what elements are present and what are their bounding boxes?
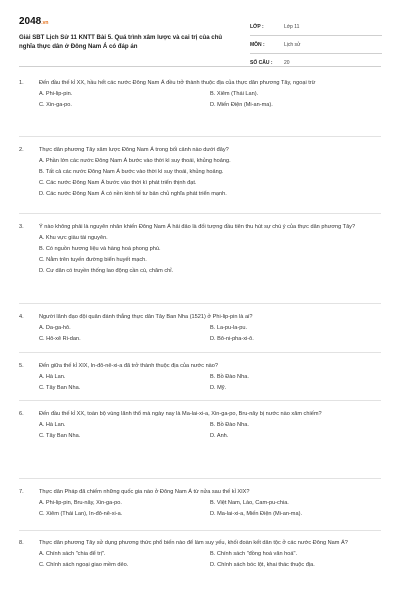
document-meta [250, 18, 382, 71]
option[interactable]: C. Nằm trên tuyến đường biển huyết mạch. [39, 257, 147, 263]
option[interactable]: A. Chính sách "chia để trị". [39, 551, 106, 557]
site-logo[interactable]: 2048.vn [19, 16, 49, 27]
option[interactable]: C. Các nước Đông Nam Á bước vào thời kì phát triển thịnh đạt. [39, 180, 197, 186]
question-number: 8. [19, 540, 24, 546]
meta-key: LỚP : [250, 23, 264, 30]
question-number: 3. [19, 224, 24, 230]
question [19, 222, 381, 277]
option[interactable]: B. Bồ Đào Nha. [210, 422, 249, 428]
question-text: Thực dân phương Tây sử dụng phương thức phổ biến nào để làm suy yếu, khối đoàn kết dân tộc ở các nước Đông Nam Á? [39, 540, 348, 546]
option[interactable]: B. Xiêm (Thái Lan). [210, 91, 259, 97]
option[interactable]: B. Tất cả các nước Đông Nam Á bước vào thời kì suy thoái, khủng hoảng. [39, 169, 224, 175]
meta-value: 20 [284, 59, 290, 66]
question-divider [19, 530, 381, 531]
option[interactable]: A. Da-ga-hô. [39, 325, 71, 331]
question-number: 6. [19, 411, 24, 417]
question [19, 409, 381, 442]
meta-key: MÔN : [250, 41, 265, 48]
question [19, 361, 381, 394]
option[interactable]: A. Phi-lip-pin. [39, 91, 73, 97]
meta-row-subject [250, 36, 382, 54]
meta-key: SỐ CÂU : [250, 59, 273, 66]
option-list [39, 323, 381, 345]
option-list [39, 420, 381, 442]
document-title: Giải SBT Lịch Sử 11 KNTT Bài 5. Quá trình xâm lược và cai trị của chủ nghĩa thực dân ở Đông Nam Á có đáp án [19, 34, 223, 50]
question-divider [19, 213, 381, 214]
option[interactable]: C. Tây Ban Nha. [39, 385, 81, 391]
option[interactable]: A. Phần lớn các nước Đông Nam Á bước vào thời kì suy thoái, khủng hoảng. [39, 158, 231, 164]
option-list [39, 89, 381, 111]
meta-row-grade [250, 18, 382, 36]
question-number: 7. [19, 489, 24, 495]
question-text: Đến giữa thế kỉ XIX, In-đô-nê-xi-a đã trở thành thuộc địa của nước nào? [39, 363, 219, 369]
question-number: 4. [19, 314, 24, 320]
option[interactable]: A. Phi-lip-pin, Bru-nây, Xin-ga-po. [39, 500, 122, 506]
question-divider [19, 303, 381, 304]
question-number: 1. [19, 80, 24, 86]
question-divider [19, 136, 381, 137]
option[interactable]: C. Xin-ga-po. [39, 102, 72, 108]
option[interactable]: B. Có nguồn hương liệu và hàng hoá phong phú. [39, 246, 161, 252]
question-text: Thực dân Pháp đã chiếm những quốc gia nào ở Đông Nam Á từ nửa sau thế kỉ XIX? [39, 489, 250, 495]
question-text: Người lãnh đạo đội quân đánh thắng thực dân Tây Ban Nha (1521) ở Phi-lip-pin là ai? [39, 314, 253, 320]
question-text: Đến đầu thế kỉ XX, hầu hết các nước Đông Nam Á đều trở thành thuộc địa của thực dân phương Tây, ngoại trừ [39, 80, 316, 86]
option[interactable]: D. Cư dân có truyền thống lao động cần cù, chăm chỉ. [39, 268, 174, 274]
option[interactable]: D. Ma-lai-xi-a, Miến Điện (Mi-an-ma). [210, 511, 302, 517]
option[interactable]: A. Khu vực giàu tài nguyên. [39, 235, 108, 241]
option[interactable]: D. Anh. [210, 433, 229, 439]
option[interactable]: B. Bồ Đào Nha. [210, 374, 249, 380]
question [19, 538, 381, 571]
option[interactable]: D. Miến Điện (Mi-an-ma). [210, 102, 273, 108]
meta-row-count [250, 54, 382, 71]
option[interactable]: D. Mỹ. [210, 385, 227, 391]
question [19, 78, 381, 111]
meta-value: Lịch sử [284, 41, 301, 48]
question-text: Đến đầu thế kỉ XX, toàn bộ vùng lãnh thổ mà ngày nay là Ma-lai-xi-a, Xin-ga-po, Bru-nây bị nước nào xâm chiếm? [39, 411, 322, 417]
option[interactable]: B. Việt Nam, Lào, Cam-pu-chia. [210, 500, 289, 506]
question-divider [19, 352, 381, 353]
option[interactable]: C. Hô-xê Ri-dan. [39, 336, 81, 342]
question-number: 2. [19, 147, 24, 153]
option[interactable]: A. Hà Lan. [39, 374, 66, 380]
option[interactable]: D. Chính sách bóc lột, khai thác thuộc địa. [210, 562, 315, 568]
option[interactable]: C. Tây Ban Nha. [39, 433, 81, 439]
question-text: Ý nào không phải là nguyên nhân khiến Đông Nam Á hải đảo là đối tượng đầu tiên thu hút sự chú ý của thực dân phương Tây? [39, 224, 356, 230]
option[interactable]: C. Chính sách ngoại giao mềm dẻo. [39, 562, 129, 568]
question [19, 312, 381, 345]
meta-value: Lớp 11 [284, 23, 300, 30]
option[interactable]: D. Các nước Đông Nam Á có nền kinh tế tư bản chủ nghĩa phát triển mạnh. [39, 191, 227, 197]
option[interactable]: D. Bô-ni-pha-xi-ô. [210, 336, 254, 342]
question-number: 5. [19, 363, 24, 369]
option[interactable]: B. Chính sách "đồng hoá văn hoá". [210, 551, 298, 557]
option[interactable]: B. La-pu-la-pu. [210, 325, 248, 331]
header-divider [19, 66, 381, 67]
option[interactable]: A. Hà Lan. [39, 422, 66, 428]
question-divider [19, 478, 381, 479]
option-list [39, 498, 381, 520]
question-divider [19, 400, 381, 401]
question-text: Thực dân phương Tây xâm lược Đông Nam Á trong bối cảnh nào dưới đây? [39, 147, 229, 153]
question [19, 487, 381, 520]
option-list [39, 372, 381, 394]
document-header [0, 0, 400, 64]
question [19, 145, 381, 200]
option-list [39, 549, 381, 571]
option[interactable]: C. Xiêm (Thái Lan), In-đô-nê-xi-a. [39, 511, 123, 517]
